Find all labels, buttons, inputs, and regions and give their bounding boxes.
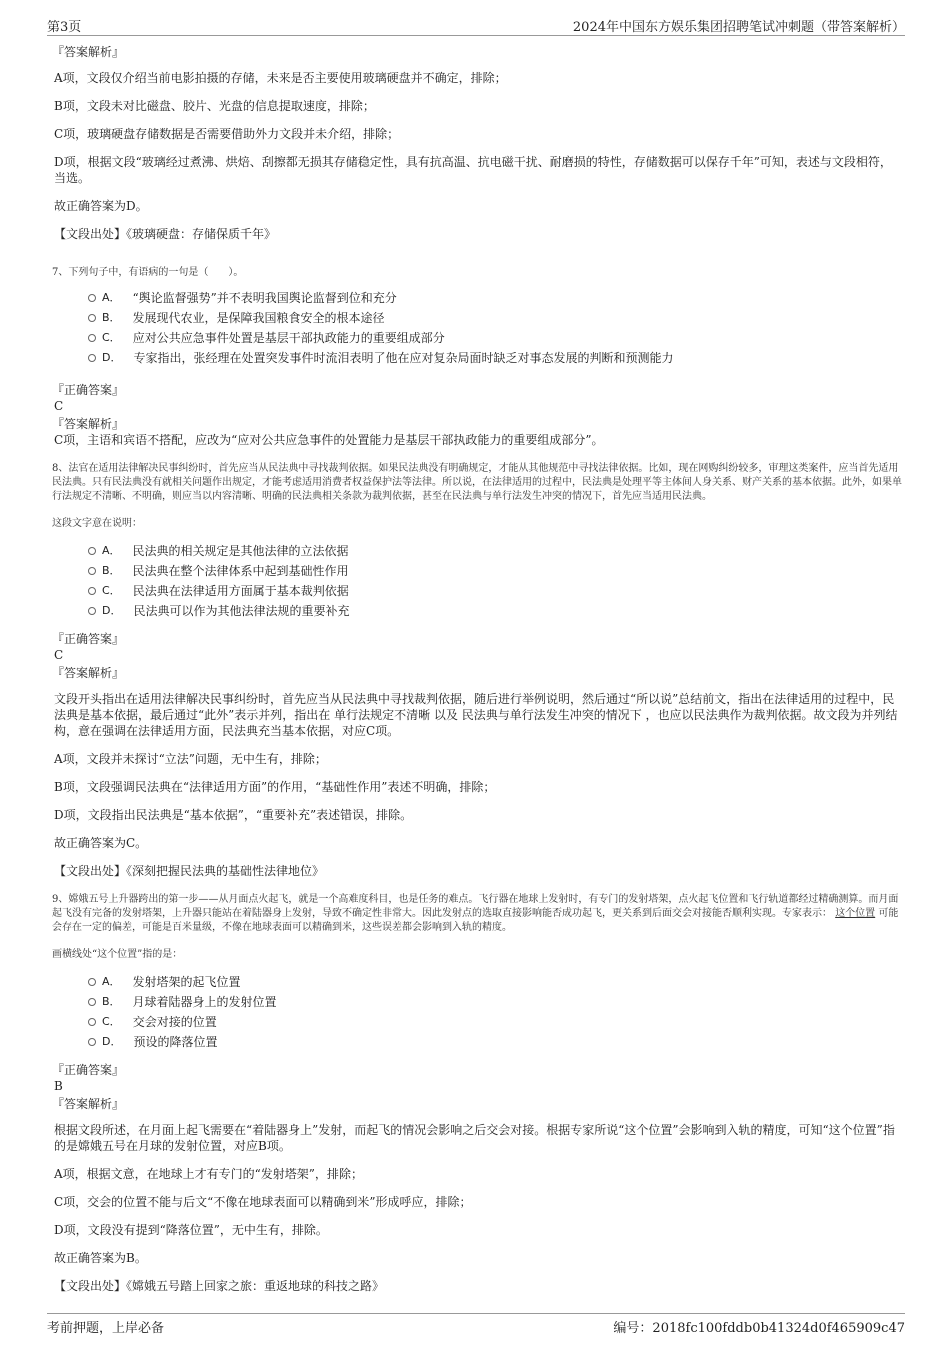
radio-icon[interactable] [88,998,96,1006]
source-citation: 【文段出处】《嫦娥五号踏上回家之旅：重返地球的科技之路》 [54,1279,385,1293]
page-number: 第3页 [47,20,82,35]
question-8: 8、法官在适用法律解决民事纠纷时，首先应当从民法典中寻找裁判依据。如果民法典没有明确规定，才能从其他规范中寻找法律依据。比如，现在网购纠纷较多，审理这类案件，应当首先适用民法典。只有民法典没有就相关问题作出规定，才能考虑适用消费者权益保护法等法律。所以说，在法律适用的过程中，民法典是处理平等主体间人身关系、财产关系的基本依据。此外，如果单行法规定不清晰、不明确，则应当以内容清晰、明确的民法典相关条款为裁判依据，甚至在民法典与单行法发生冲突的情况下，首先应当适用民法典。 [52,463,902,502]
option-a[interactable]: A． “舆论监督强势”并不表明我国舆论监督到位和充分 [88,288,902,308]
radio-icon[interactable] [88,567,96,575]
analysis-conclusion: 故正确答案为C。 [54,836,148,850]
analysis-paragraph: C项，玻璃硬盘存储数据是否需要借助外力文段并未介绍，排除； [54,127,400,141]
correct-answer: C [54,648,64,662]
page-footer [47,1313,905,1337]
radio-icon[interactable] [88,587,96,595]
radio-icon[interactable] [88,314,96,322]
analysis-conclusion: 故正确答案为B。 [54,1251,147,1265]
correct-answer-label: 『正确答案』 [52,383,125,397]
analysis-paragraph: A项，文段并未探讨“立法”问题，无中生有，排除； [54,752,327,766]
option-c[interactable]: C． 应对公共应急事件处置是基层干部执政能力的重要组成部分 [88,328,902,348]
analysis-paragraph: 文段开头指出在适用法律解决民事纠纷时，首先应当从民法典中寻找裁判依据，随后进行举例说明，然后通过“所以说”总结前文，指出在法律适用的过程中，民法典是基本依据，最后通过“此外”表示并列，指出在 单行法规定不清晰 以及 民法典与单行法发生冲突的情况下 ，也应以民法典作为裁判依据。故文段为并列结构，意在强调在法律适用方面，民法典充当基本依据，对应C项。 [54,692,898,738]
analysis-paragraph: C项，主语和宾语不搭配，应改为“应对公共应急事件的处置能力是基层干部执政能力的重要组成部分”。 [54,433,604,447]
analysis-paragraph: D项，根据文段“玻璃经过煮沸、烘焙、刮擦都无损其存储稳定性，具有抗高温、抗电磁干扰、耐磨损的特性，存储数据可以保存千年”可知，表述与文段相符，当选。 [54,155,892,185]
document-id: 编号：2018fc100fddb0b41324d0f465909c47 [613,1321,905,1336]
option-d[interactable]: D． 专家指出，张经理在处置突发事件时流泪表明了他在应对复杂局面时缺乏对事态发展的判断和预测能力 [88,348,902,368]
page-header [47,14,905,36]
question-9-prompt: 画横线处“这个位置”指的是： [52,949,183,960]
answer-analysis-label: 『答案解析』 [52,417,125,431]
answer-analysis-label: 『答案解析』 [52,1097,125,1111]
radio-icon[interactable] [88,547,96,555]
analysis-paragraph: A项，根据文意，在地球上才有专门的“发射塔架”，排除； [54,1167,363,1181]
radio-icon[interactable] [88,294,96,302]
document-title: 2024年中国东方娱乐集团招聘笔试冲刺题（带答案解析） [572,20,905,35]
radio-icon[interactable] [88,354,96,362]
analysis-paragraph: B项，文段强调民法典在“法律适用方面”的作用，“基础性作用”表述不明确，排除； [54,780,496,794]
source-citation: 【文段出处】《深刻把握民法典的基础性法律地位》 [54,864,325,878]
question-9-options [88,972,902,1052]
analysis-paragraph: C项，交会的位置不能与后文“不像在地球表面可以精确到米”形成呼应，排除； [54,1195,472,1209]
option-a[interactable]: A． 民法典的相关规定是其他法律的立法依据 [88,541,902,561]
option-c[interactable]: C． 交会对接的位置 [88,1012,902,1032]
correct-answer-label: 『正确答案』 [52,1063,125,1077]
footer-slogan: 考前押题，上岸必备 [47,1321,165,1336]
underlined-phrase: 这个位置 [835,908,876,919]
radio-icon[interactable] [88,978,96,986]
analysis-paragraph: 根据文段所述，在月面上起飞需要在“着陆器身上”发射，而起飞的情况会影响之后交会对接。根据专家所说“这个位置”会影响到入轨的精度，可知“这个位置”指的是嫦娥五号在月球的发射位置，对应B项。 [54,1123,895,1153]
analysis-paragraph: B项，文段未对比磁盘、胶片、光盘的信息提取速度，排除； [54,99,375,113]
source-citation: 【文段出处】《玻璃硬盘：存储保质千年》 [54,227,277,241]
question-8-prompt: 这段文字意在说明： [52,518,142,529]
radio-icon[interactable] [88,334,96,342]
option-d[interactable]: D． 民法典可以作为其他法律法规的重要补充 [88,601,902,621]
question-8-options [88,541,902,621]
option-b[interactable]: B． 民法典在整个法律体系中起到基础性作用 [88,561,902,581]
answer-analysis-label: 『答案解析』 [52,666,125,680]
question-9: 9、嫦娥五号上升器跨出的第一步——从月面点火起飞，就是一个高难度科目，也是任务的难点。飞行器在地球上发射时，有专门的发射塔架，点火起飞位置和飞行轨道都经过精确测算。而月面起飞没有完备的发射塔架，上升器只能站在着陆器身上发射，导致不确定性非常大。因此发射点的选取直接影响能否成功起飞，更关系到后面交会对接能否顺利实现。专家表示： 这个位置 可能会存在一定的偏差，可能是百米量级，不像在地球表面可以精确到米，这些误差都会影响到入轨的精度。 [52,894,899,933]
analysis-paragraph: D项，文段没有提到“降落位置”，无中生有，排除。 [54,1223,328,1237]
radio-icon[interactable] [88,607,96,615]
option-b[interactable]: B． 月球着陆器身上的发射位置 [88,992,902,1012]
radio-icon[interactable] [88,1018,96,1026]
correct-answer: B [54,1079,63,1093]
analysis-conclusion: 故正确答案为D。 [54,199,148,213]
option-d[interactable]: D． 预设的降落位置 [88,1032,902,1052]
answer-analysis-label: 『答案解析』 [52,45,125,59]
correct-answer-label: 『正确答案』 [52,632,125,646]
correct-answer: C [54,399,64,413]
option-c[interactable]: C． 民法典在法律适用方面属于基本裁判依据 [88,581,902,601]
question-7: 7、下列句子中，有语病的一句是（ ）。 [52,267,244,278]
question-7-options [88,288,902,368]
analysis-paragraph: D项，文段指出民法典是“基本依据”，“重要补充”表述错误，排除。 [54,808,413,822]
radio-icon[interactable] [88,1038,96,1046]
option-b[interactable]: B． 发展现代农业，是保障我国粮食安全的根本途径 [88,308,902,328]
analysis-paragraph: A项，文段仅介绍当前电影拍摄的存储，未来是否主要使用玻璃硬盘并不确定，排除； [54,71,507,85]
document-body [52,44,902,1306]
option-a[interactable]: A． 发射塔架的起飞位置 [88,972,902,992]
